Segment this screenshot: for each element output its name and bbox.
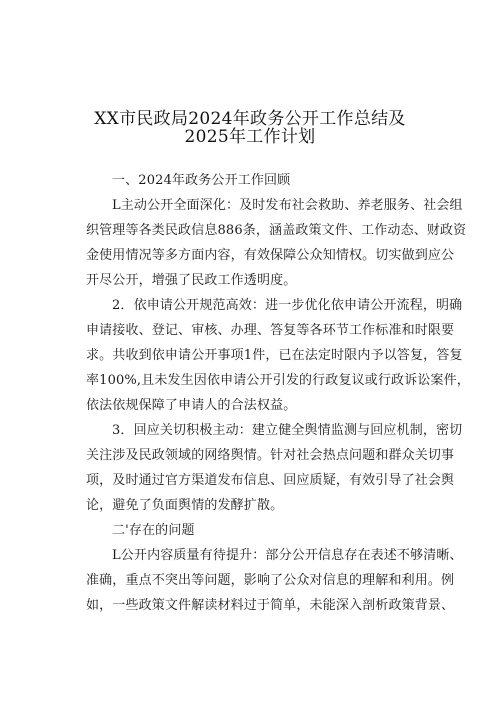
paragraph-line: 依法依规保障了申请人的合法权益。 [86, 398, 297, 413]
paragraph-line: 求。共收到依申请公开事项1件，已在法定时限内予以答复，答复 [86, 348, 463, 363]
paragraph-line: 2．依申请公开规范高效：进一步优化依申请公开流程，明确 [112, 298, 463, 313]
paragraph-line: 申请接收、登记、审核、办理、答复等各环节工作标准和时限要 [86, 323, 455, 338]
paragraph-line: 关注涉及民政领域的网络舆情。针对社会热点问题和群众关切事 [86, 448, 455, 463]
document-title-line-2: 2025年工作计划 [184, 127, 316, 147]
section-heading-issues: 二'存在的问题 [112, 523, 195, 538]
paragraph-line: L主动公开全面深化：及时发布社会救助、养老服务、社会组 [112, 198, 463, 213]
paragraph-line: 率100%,且未发生因依申请公开引发的行政复议或行政诉讼案件， [86, 373, 470, 388]
paragraph-line: 3．回应关切积极主动：建立健全舆情监测与回应机制，密切 [112, 423, 463, 438]
paragraph-line: 金使用情况等多方面内容，有效保障公众知情权。切实做到应公 [86, 248, 455, 263]
paragraph-line: 如，一些政策文件解读材料过于简单，未能深入剖析政策背景、 [86, 598, 455, 613]
document-title-line-1: XX市民政局2024年政务公开工作总结及 [94, 109, 406, 129]
paragraph-line: 开尽公开，增强了民政工作透明度。 [86, 273, 297, 288]
paragraph-line: 项，及时通过官方渠道发布信息、回应质疑，有效引导了社会舆 [86, 473, 455, 488]
paragraph-line: 准确，重点不突出等问题，影响了公众对信息的理解和利用。例 [86, 573, 455, 588]
paragraph-line: 论，避免了负面舆情的发酵扩散。 [86, 498, 284, 513]
paragraph-line: L公开内容质量有待提升：部分公开信息存在表述不够清晰、 [112, 548, 463, 563]
section-heading-review: 一、2024年政务公开工作回顾 [112, 173, 291, 188]
paragraph-line: 织管理等各类民政信息886条，涵盖政策文件、工作动态、财政资 [86, 223, 467, 238]
